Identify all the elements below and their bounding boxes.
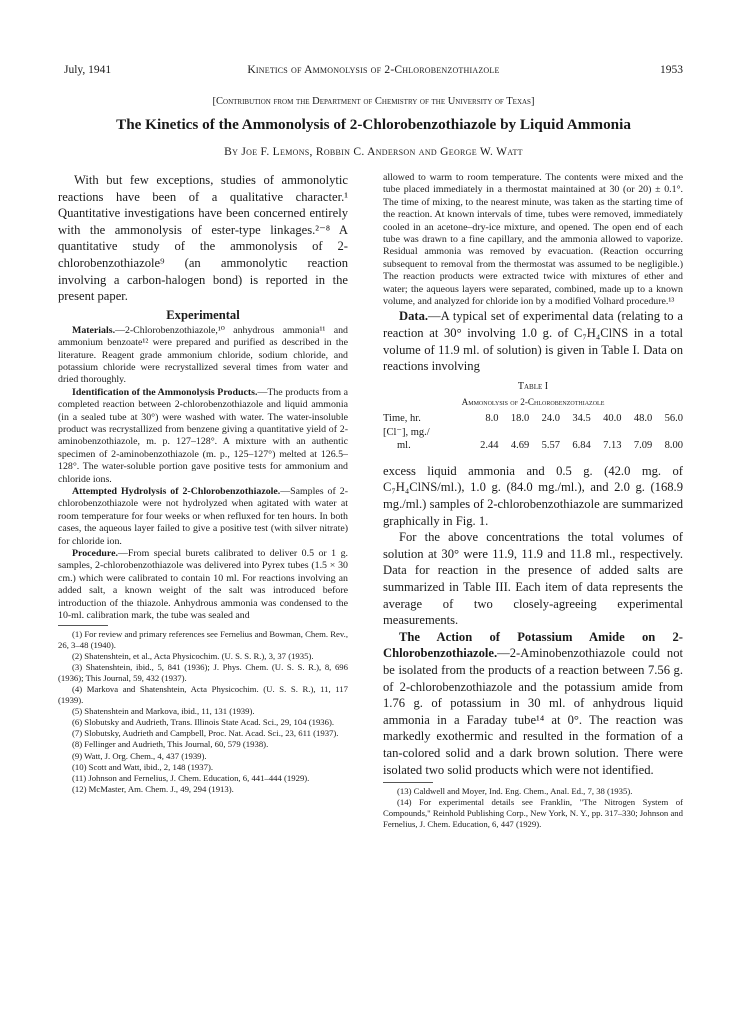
table-cell: 7.13 bbox=[603, 439, 622, 451]
amide-run-in: The Action of Potassium Amide on 2-Chlorobenzothiazole. bbox=[383, 629, 683, 661]
footnote: (7) Slobutsky, Audrieth and Campbell, Proc. Nat. Acad. Sci., 23, 611 (1937). bbox=[72, 728, 339, 739]
contribution-line: [Contribution from the Department of Chemistry of the University of Texas] bbox=[212, 96, 535, 107]
identification-paragraph bbox=[58, 387, 348, 486]
data-run-in: Data. bbox=[399, 309, 429, 324]
procedure-run-in: Procedure. bbox=[72, 548, 118, 560]
table-cell: 8.0 bbox=[485, 412, 499, 424]
footnote-rule bbox=[58, 625, 108, 626]
footnote: (8) Fellinger and Audrieth, This Journal, 60, 579 (1938). bbox=[72, 739, 269, 750]
right-column bbox=[383, 172, 683, 831]
table-row-label: Time, hr. bbox=[383, 412, 421, 424]
data-table bbox=[383, 413, 683, 453]
materials-text: —2-Chlorobenzothiazole,¹⁰ anhydrous ammonia¹¹ and ammonium benzoate¹² were prepared and purified as described in the literature. Reagent grade ammonium chloride, sodium chloride, and potassium chloride were recrystallized several times from water and dried thoroughly. bbox=[58, 324, 348, 386]
data-paragraph bbox=[383, 308, 683, 374]
table-caption: Ammonolysis of 2-Chlorobenzothiazole bbox=[461, 396, 605, 407]
concentration-paragraph: excess liquid ammonia and 0.5 g. (42.0 mg. of C₇H₄ClNS/ml.), 1.0 g. (84.0 mg./ml.), and 2.0 g. (168.9 mg./ml.) samples of 2-chlorobenzothiazole are summarized graphically in Fig. 1. bbox=[383, 463, 683, 528]
table-cell: 2.44 bbox=[480, 439, 499, 451]
issue-date: July, 1941 bbox=[64, 64, 112, 76]
footnote: (13) Caldwell and Moyer, Ind. Eng. Chem., Anal. Ed., 7, 38 (1935). bbox=[397, 786, 633, 797]
table-row-label: ml. bbox=[397, 439, 411, 451]
footnote: (1) For review and primary references see Fernelius and Bowman, Chem. Rev., 26, 3–48 (1940). bbox=[58, 628, 348, 650]
intro-paragraph: With but few exceptions, studies of ammonolytic reactions have been of a qualitative character.¹ Quantitative investigations have been concerned entirely with the ammonolysis of ester-type linkages.²⁻⁸ A quantitative study of the ammonolysis of 2-chlorobenzothiazole⁹ (an ammonolytic reaction involving a carbon-halogen bond) is reported in the present paper. bbox=[58, 173, 348, 304]
running-title: Kinetics of Ammonolysis of 2-Chlorobenzothiazole bbox=[247, 64, 500, 76]
table-cell: 18.0 bbox=[510, 412, 530, 424]
table-cell: 4.69 bbox=[510, 439, 530, 451]
table-cell: 6.84 bbox=[572, 439, 591, 451]
table-row bbox=[383, 413, 683, 426]
footnotes-right bbox=[383, 786, 683, 830]
table-row-label: [Cl⁻], mg./ bbox=[383, 426, 430, 438]
page-number: 1953 bbox=[660, 64, 683, 76]
footnote: (12) McMaster, Am. Chem. J., 49, 294 (1913). bbox=[72, 783, 234, 794]
article-title: The Kinetics of the Ammonolysis of 2-Chlorobenzothiazole by Liquid Ammonia bbox=[116, 116, 631, 133]
procedure-text: —From special burets calibrated to deliver 0.5 or 1 g. samples, 2-chlorobenzothiazole was delivered into Pyrex tubes (1.5 × 30 cm.) which were calibrated to contain 10 ml. For reactions involving an added salt, a known weight of the salt was introduced before introduction of the thiazole. Anhydrous ammonia was condensed to the 10-ml. calibration mark, the tube was sealed and bbox=[58, 548, 348, 622]
footnote: (10) Scott and Watt, ibid., 2, 148 (1937). bbox=[72, 761, 214, 772]
hydrolysis-paragraph bbox=[58, 486, 348, 548]
table-cell: 56.0 bbox=[664, 412, 683, 424]
table-cell: 8.00 bbox=[664, 439, 683, 451]
materials-paragraph bbox=[58, 325, 348, 387]
procedure-paragraph bbox=[58, 548, 348, 622]
identification-text: —The products from a completed reaction between 2-chlorobenzothiazole and liquid ammonia (in a sealed tube at 30°) were washed with water. The water-insoluble product was recrystallized from benzene giving a quantitative yield of 2-aminobenzothiazole, m. p. 127–128°. A mixture with an authentic specimen of 2-aminobenzothiazole (m. p., 125–127°) melted at 126.5–128°. The water-soluble portion gave positive tests for ammonium and chloride ions. bbox=[58, 386, 348, 485]
footnote: (5) Shatenshtein and Markova, ibid., 11, 131 (1939). bbox=[72, 706, 255, 717]
footnote-rule bbox=[383, 782, 433, 783]
hydrolysis-text: —Samples of 2-chlorobenzothiazole were not hydrolyzed when agitated with water at room temperature for four weeks or when refluxed for ten hours. In both cases, the aqueous layer failed to give a positive test (with silver nitrate) for chloride ion. bbox=[58, 486, 348, 547]
footnote: (3) Shatenshtein, ibid., 5, 841 (1936); J. Phys. Chem. (U. S. S. R.), 8, 696 (1936); This Journal, 59, 432 (1937). bbox=[58, 661, 348, 683]
article-authors: By Joe F. Lemons, Robbin C. Anderson and George W. Watt bbox=[224, 146, 523, 158]
table-row bbox=[383, 440, 683, 453]
section-heading-experimental: Experimental bbox=[166, 307, 240, 322]
hydrolysis-run-in: Attempted Hydrolysis of 2-Chlorobenzothiazole. bbox=[72, 486, 281, 498]
materials-run-in: Materials. bbox=[72, 324, 116, 336]
footnote: (4) Markova and Shatenshtein, Acta Physicochim. (U. S. S. R.), 11, 117 (1939). bbox=[58, 683, 348, 706]
footnote: (9) Watt, J. Org. Chem., 4, 437 (1939). bbox=[72, 750, 207, 761]
footnote: (6) Slobutsky and Audrieth, Trans. Illinois State Acad. Sci., 29, 104 (1936). bbox=[72, 717, 335, 728]
table-cell: 7.09 bbox=[633, 439, 653, 451]
table-cell: 48.0 bbox=[633, 412, 653, 424]
table-cell: 5.57 bbox=[541, 439, 560, 451]
procedure-continued-paragraph: allowed to warm to room temperature. The contents were mixed and the tube placed immediately in a thermostat maintained at 30 (or 20) ± 0.1°. The time of mixing, to the nearest minute, was taken as the starting time of the reaction. At known intervals of time, tubes were removed, immediately cooled in an acetone–dry-ice mixture, and opened. The open end of each tube was drawn to a fine capillary, and the ammonia allowed to vaporize. Residual ammonia was removed by evacuation. (Reaction occurring subsequent to removal from the thermostat was assumed to be negligible.) The reaction products were extracted twice with mixtures of ether and water; the aqueous layers were separated, combined, made up to a known volume, and analyzed for chloride ion by a modified Volhard procedure.¹³ bbox=[383, 172, 683, 308]
footnote: (11) Johnson and Fernelius, J. Chem. Education, 6, 441–444 (1929). bbox=[72, 772, 310, 783]
data-text: —A typical set of experimental data (relating to a reaction at 30° involving 1.0 g. of C₇H₄ClNS in a total volume of 11.9 ml. of solution) is given in Table I. Data on reactions involving bbox=[383, 309, 683, 374]
table-title: Table I bbox=[517, 380, 549, 392]
left-column bbox=[58, 172, 348, 795]
amide-paragraph bbox=[383, 629, 683, 778]
footnote: (2) Shatenshtein, et al., Acta Physicochim. (U. S. S. R.), 3, 37 (1935). bbox=[72, 650, 314, 661]
table-cell: 24.0 bbox=[541, 412, 560, 424]
running-header bbox=[64, 64, 683, 80]
identification-run-in: Identification of the Ammonolysis Products. bbox=[72, 386, 258, 398]
footnotes-left bbox=[58, 629, 348, 795]
table-row bbox=[383, 426, 683, 440]
volumes-paragraph: For the above concentrations the total volumes of solution at 30° were 11.9, 11.9 and 11.8 ml., respectively. Data for reaction in the presence of added salts are summarized in Table III. Each item of data represents the average of two closely-agreeing experimental measurements. bbox=[383, 530, 683, 628]
footnote: (14) For experimental details see Franklin, "The Nitrogen System of Compounds," Reinhold Publishing Corp., New York, N. Y., pp. 317–330; Johnson and Fernelius, J. Chem. Education, 6, 447 (1929). bbox=[383, 797, 683, 830]
amide-text: —2-Aminobenzothiazole could not be isolated from the products of a reaction between 7.56 g. of 2-chlorobenzothiazole and the potassium amide from 1.76 g. of potassium in 30 ml. of anhydrous liquid ammonia in a Faraday tube¹⁴ at 0°. The reaction was markedly exothermic and resulted in the formation of a tan-colored solid and a dark brown solution. There were isolated two solid products which were not identified. bbox=[383, 646, 683, 777]
table-cell: 40.0 bbox=[603, 412, 622, 424]
table-cell: 34.5 bbox=[572, 412, 591, 424]
